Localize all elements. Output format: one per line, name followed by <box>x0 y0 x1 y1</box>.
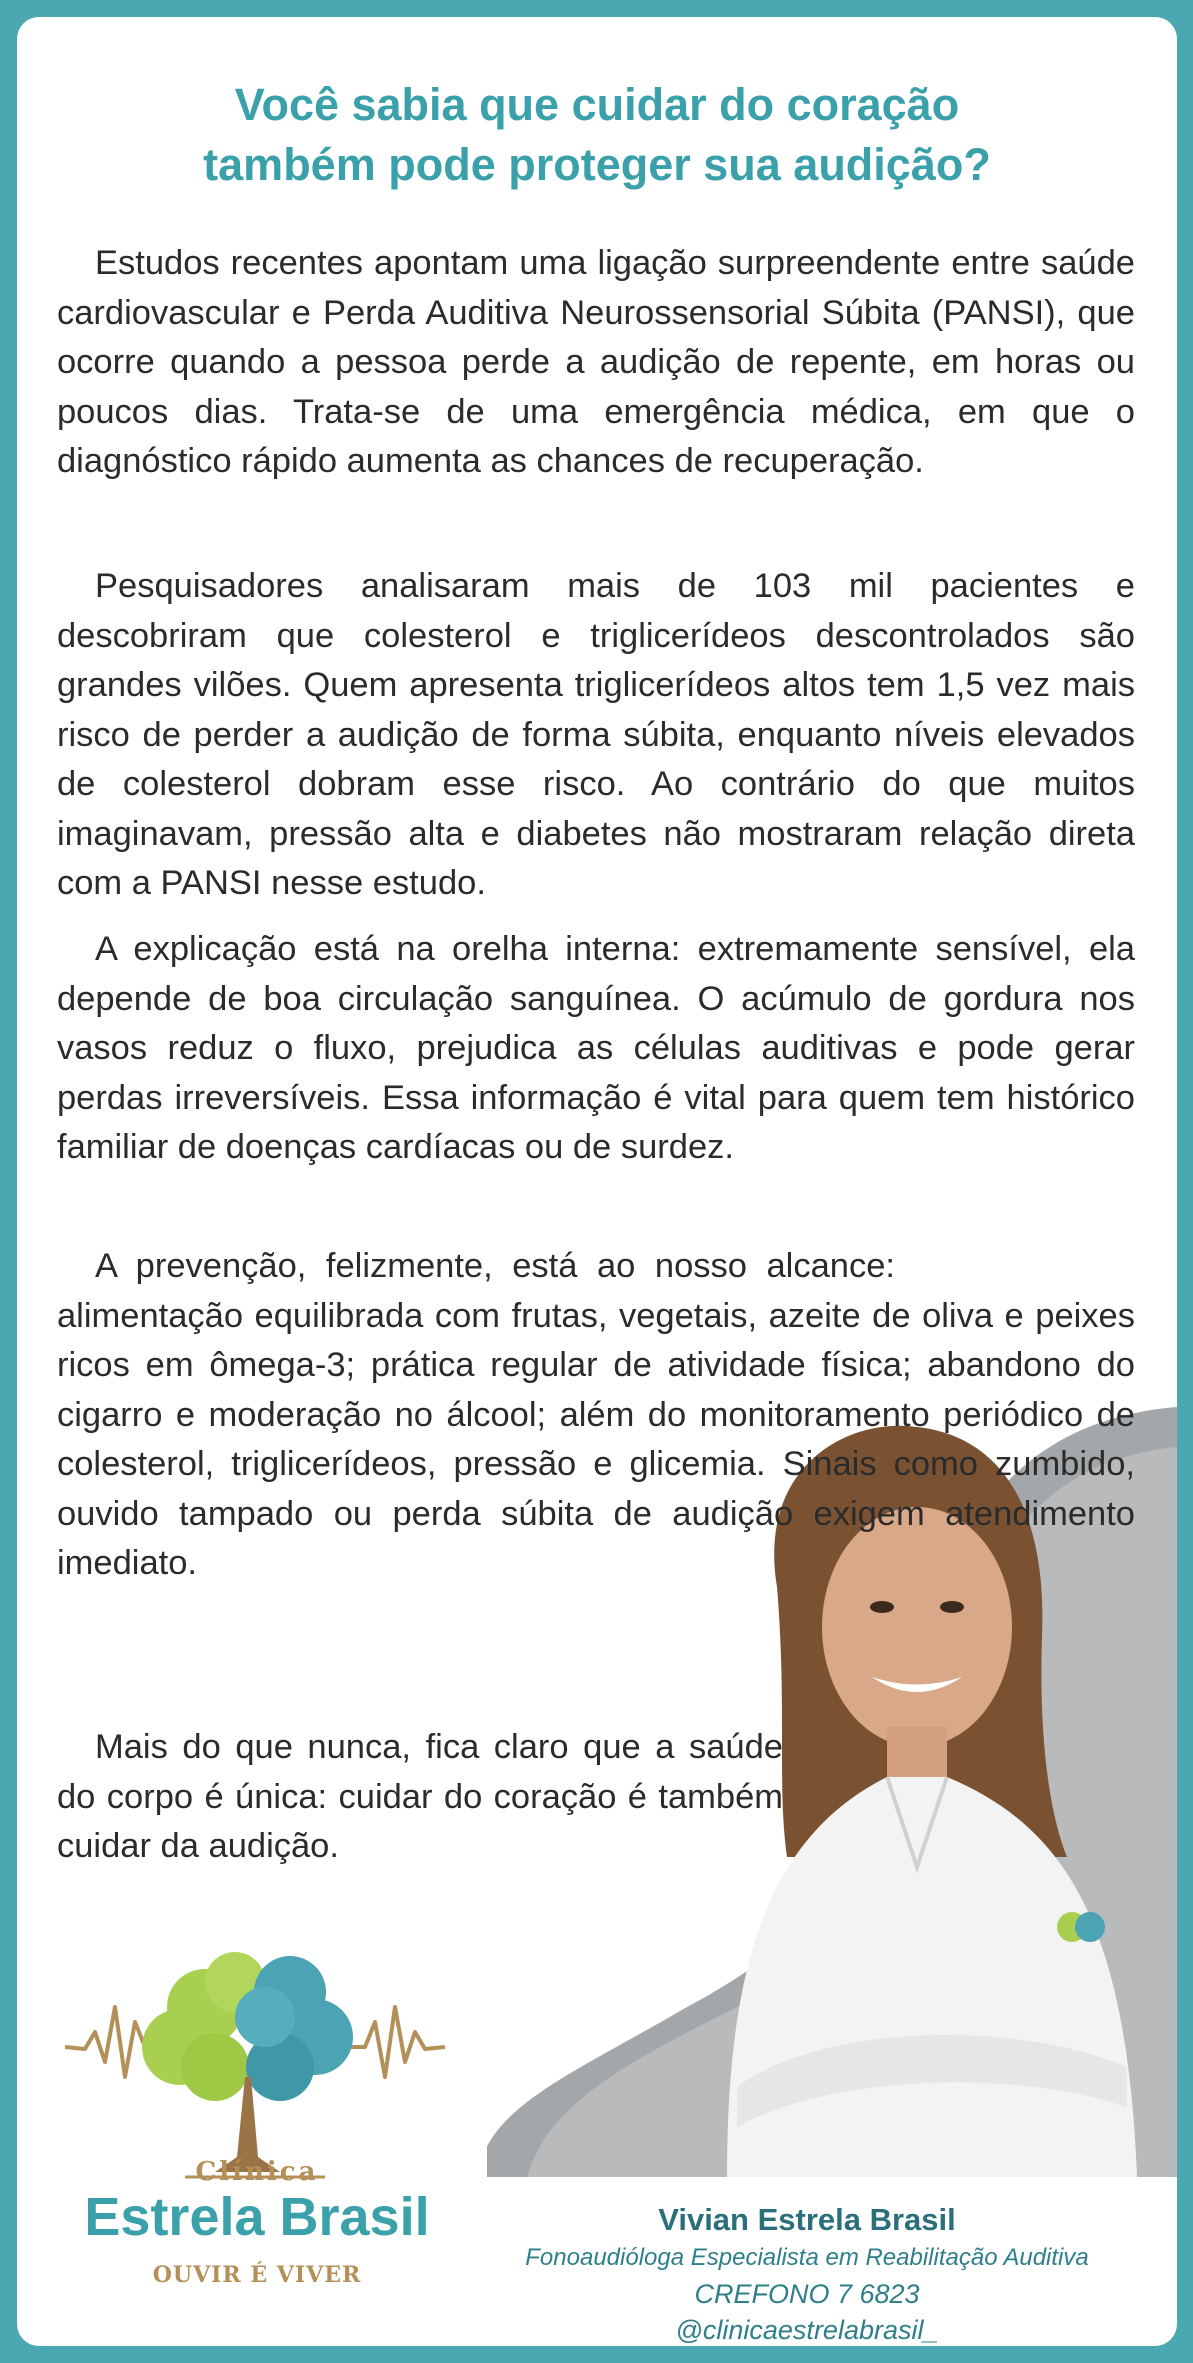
paragraph-4-text: A prevenção, felizmente, está ao nosso alcance: alimentação equilibrada com frutas, vegetais, azeite de oliva e peixes ricos em ômega-3; prática regular de atividade física; abandono do cigarro e moderação no álcool; além do monitoramento periódico de colesterol, triglicerídeos, pressão e glicemia. Sinais como zumbido, ouvido tampado ou perda súbita de audição exigem atendimento imediato. <box>57 1247 1135 1582</box>
specialist-registration: CREFONO 7 6823 <box>694 2279 920 2309</box>
text-wrap-spacer <box>895 1242 1135 1243</box>
specialist-role: Fonoaudióloga Especialista em Reabilitação Auditiva <box>525 2244 1089 2271</box>
specialist-name: Vivian Estrela Brasil <box>658 2202 956 2237</box>
title-line-2: também pode proteger sua audição? <box>203 139 991 190</box>
article-title <box>17 75 1177 195</box>
clinic-name: Estrela Brasil <box>84 2187 430 2247</box>
clinic-label: Clínica <box>195 2157 319 2187</box>
article-card <box>17 17 1177 2346</box>
paragraph-4 <box>57 1242 1135 1589</box>
paragraph-3: A explicação está na orelha interna: extremamente sensível, ela depende de boa circulação sanguínea. O acúmulo de gordura nos vasos reduz o fluxo, prejudica as células auditivas e pode gerar perdas irreversíveis. Essa informação é vital para quem tem histórico familiar de doenças cardíacas ou de surdez. <box>57 930 1135 1166</box>
paragraph-2: Pesquisadores analisaram mais de 103 mil pacientes e descobriram que colesterol e triglicerídeos descontrolados são grandes vilões. Quem apresenta triglicerídeos altos tem 1,5 vez mais risco de perder a audição de forma súbita, enquanto níveis elevados de colesterol dobram esse risco. Ao contrário do que muitos imaginavam, pressão alta e diabetes não mostraram relação direta com a PANSI nesse estudo. <box>57 567 1135 902</box>
paragraph-1: Estudos recentes apontam uma ligação surpreendente entre saúde cardiovascular e Perda Auditiva Neurossensorial Súbita (PANSI), que ocorre quando a pessoa perde a audição de repente, em horas ou poucos dias. Trata-se de uma emergência médica, em que o diagnóstico rápido aumenta as chances de recuperação. <box>57 244 1135 480</box>
title-line-1: Você sabia que cuidar do coração <box>234 79 960 130</box>
clinic-tagline: OUVIR É VIVER <box>152 2262 362 2288</box>
paragraph-5: Mais do que nunca, fica claro que a saúde do corpo é única: cuidar do coração é também cuidar da audição. <box>57 1728 783 1865</box>
social-handle[interactable]: @clinicaestrelabrasil_ <box>675 2315 939 2345</box>
